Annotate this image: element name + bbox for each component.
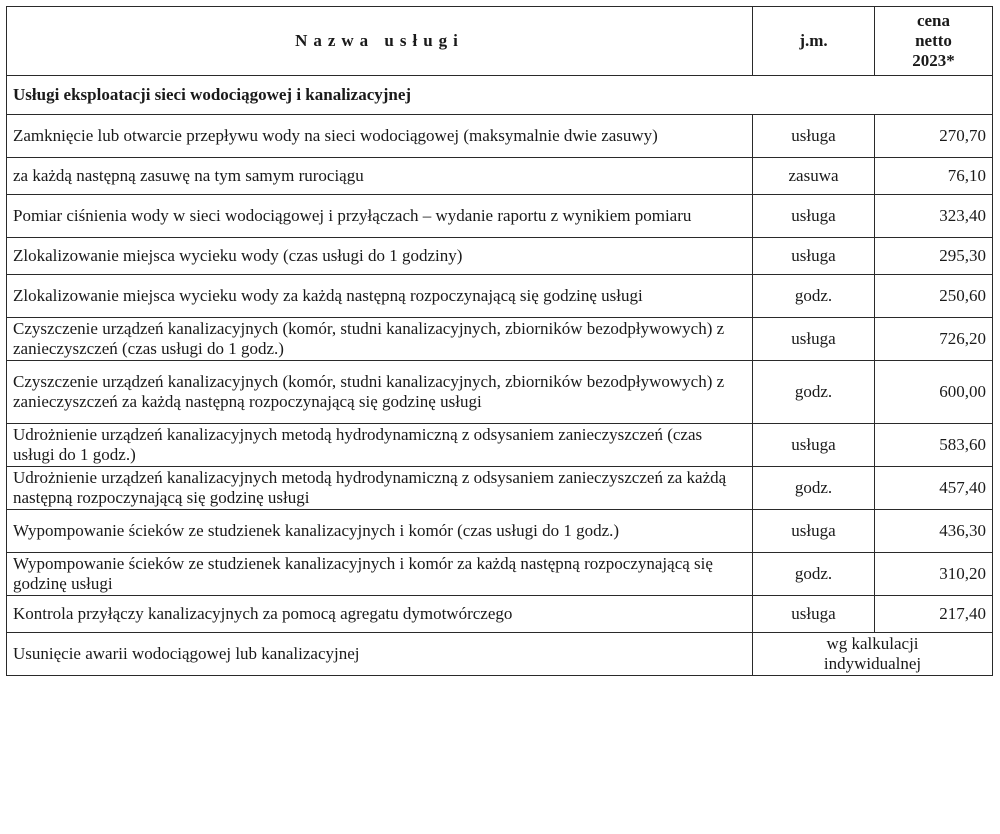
individual-calculation-note bbox=[753, 633, 993, 676]
service-name: za każdą następną zasuwę na tym samym rurociągu bbox=[7, 158, 753, 195]
service-name: Pomiar ciśnienia wody w sieci wodociągowej i przyłączach – wydanie raportu z wynikiem pomiaru bbox=[7, 195, 753, 238]
service-unit: godz. bbox=[753, 361, 875, 424]
service-price: 310,20 bbox=[875, 553, 993, 596]
table-row-last bbox=[7, 633, 993, 676]
table-row bbox=[7, 318, 993, 361]
table-row bbox=[7, 238, 993, 275]
service-name: Wypompowanie ścieków ze studzienek kanalizacyjnych i komór za każdą następną rozpoczynającą się godzinę usługi bbox=[7, 553, 753, 596]
service-name: Udrożnienie urządzeń kanalizacyjnych metodą hydrodynamiczną z odsysaniem zanieczyszczeń (czas usługi do 1 godz.) bbox=[7, 424, 753, 467]
service-unit: godz. bbox=[753, 553, 875, 596]
table-row bbox=[7, 195, 993, 238]
header-price bbox=[875, 7, 993, 76]
service-unit: usługa bbox=[753, 510, 875, 553]
service-unit: usługa bbox=[753, 195, 875, 238]
service-price: 436,30 bbox=[875, 510, 993, 553]
service-name: Usunięcie awarii wodociągowej lub kanalizacyjnej bbox=[7, 633, 753, 676]
table-row bbox=[7, 275, 993, 318]
table-row bbox=[7, 553, 993, 596]
header-price-line-1: cena bbox=[916, 11, 951, 30]
service-price: 76,10 bbox=[875, 158, 993, 195]
table-row bbox=[7, 596, 993, 633]
service-unit: usługa bbox=[753, 238, 875, 275]
table-row bbox=[7, 115, 993, 158]
section-title: Usługi eksploatacji sieci wodociągowej i kanalizacyjnej bbox=[7, 76, 993, 115]
service-price: 295,30 bbox=[875, 238, 993, 275]
service-unit: godz. bbox=[753, 467, 875, 510]
note-line-1: wg kalkulacji bbox=[826, 634, 919, 653]
service-unit: usługa bbox=[753, 318, 875, 361]
table-row bbox=[7, 467, 993, 510]
service-price: 583,60 bbox=[875, 424, 993, 467]
note-line-2: indywidualnej bbox=[823, 654, 922, 673]
table-row bbox=[7, 361, 993, 424]
table-row bbox=[7, 510, 993, 553]
service-name: Czyszczenie urządzeń kanalizacyjnych (komór, studni kanalizacyjnych, zbiorników bezodpływowych) z zanieczyszczeń za każdą następną rozpoczynającą się godzinę usługi bbox=[7, 361, 753, 424]
service-name: Kontrola przyłączy kanalizacyjnych za pomocą agregatu dymotwórczego bbox=[7, 596, 753, 633]
service-price: 726,20 bbox=[875, 318, 993, 361]
header-service-name: Nazwa usługi bbox=[7, 7, 753, 76]
service-price: 323,40 bbox=[875, 195, 993, 238]
price-list-table bbox=[6, 6, 993, 676]
service-name: Wypompowanie ścieków ze studzienek kanalizacyjnych i komór (czas usługi do 1 godz.) bbox=[7, 510, 753, 553]
service-name: Udrożnienie urządzeń kanalizacyjnych metodą hydrodynamiczną z odsysaniem zanieczyszczeń za każdą następną rozpoczynającą się godzinę usługi bbox=[7, 467, 753, 510]
service-unit: usługa bbox=[753, 424, 875, 467]
service-unit: usługa bbox=[753, 115, 875, 158]
section-row bbox=[7, 76, 993, 115]
header-price-line-2: netto bbox=[915, 31, 952, 50]
service-price: 600,00 bbox=[875, 361, 993, 424]
service-unit: zasuwa bbox=[753, 158, 875, 195]
service-unit: usługa bbox=[753, 596, 875, 633]
service-price: 217,40 bbox=[875, 596, 993, 633]
service-name: Zamknięcie lub otwarcie przepływu wody na sieci wodociągowej (maksymalnie dwie zasuwy) bbox=[7, 115, 753, 158]
table-row bbox=[7, 424, 993, 467]
service-price: 250,60 bbox=[875, 275, 993, 318]
service-price: 457,40 bbox=[875, 467, 993, 510]
service-name: Zlokalizowanie miejsca wycieku wody (czas usługi do 1 godziny) bbox=[7, 238, 753, 275]
header-price-line-3: 2023* bbox=[912, 51, 955, 70]
service-name: Zlokalizowanie miejsca wycieku wody za każdą następną rozpoczynającą się godzinę usługi bbox=[7, 275, 753, 318]
service-unit: godz. bbox=[753, 275, 875, 318]
header-unit: j.m. bbox=[753, 7, 875, 76]
service-name: Czyszczenie urządzeń kanalizacyjnych (komór, studni kanalizacyjnych, zbiorników bezodpływowych) z zanieczyszczeń (czas usługi do 1 godz.) bbox=[7, 318, 753, 361]
header-row bbox=[7, 7, 993, 76]
service-price: 270,70 bbox=[875, 115, 993, 158]
table-row bbox=[7, 158, 993, 195]
